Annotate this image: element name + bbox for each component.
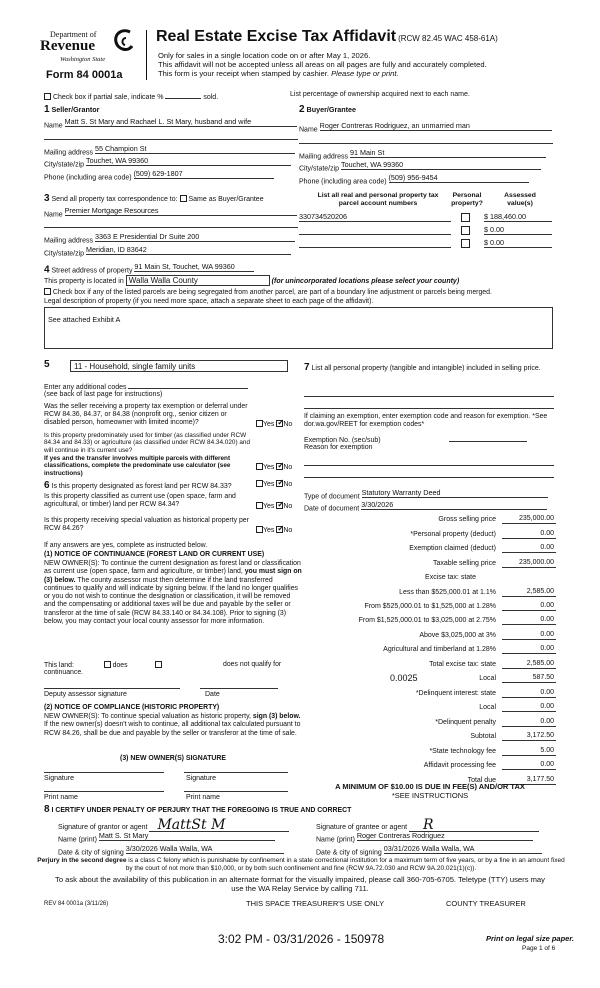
partial-sale-row: [44, 91, 218, 102]
owner-print-label-1: Print name: [44, 794, 78, 801]
seller-name-label: Name: [44, 122, 63, 130]
perjury-notice: [36, 857, 566, 873]
owner-print-label-2: Print name: [186, 794, 220, 801]
buyer-phone-row: [299, 174, 529, 186]
notice1-title: (1) NOTICE OF CONTINUANCE (FOREST LAND OR CURRENT USE): [44, 551, 265, 558]
partial-sale-label: Check box if partial sale, indicate %: [52, 94, 164, 101]
tax-label: *Delinquent interest: state: [415, 690, 496, 697]
tax-label: Less than $525,000.01 at 1.1%: [399, 589, 496, 596]
seller-name-row: [44, 118, 297, 130]
tax-label: Subtotal: [470, 733, 496, 740]
tax-value-field[interactable]: 0.00: [502, 544, 556, 553]
exemption-no-checkbox[interactable]: [276, 420, 283, 427]
perjury-notice-b: is a class C felony which is punishable by confinement in a state correctional institution for a maximum term of five years, or by a fine in an amount fixed by the court of not more than $10,000, or by both such confinement and fine (RCW 9A.72.030 and RCW 9A.20.021(1)(c)).: [125, 857, 565, 872]
timber-yes-no: [256, 463, 292, 472]
buyer-mail-field[interactable]: 91 Main St: [350, 149, 546, 158]
owner-sig-line-2: [184, 772, 288, 773]
seller-city-label: City/state/zip: [44, 161, 85, 169]
minimum-due-note: A MINIMUM OF $10.00 IS DUE IN FEE(S) AND/OR TAX: [335, 782, 525, 791]
notice1-text-b: you must sign on (3) below.: [44, 568, 302, 584]
correspondence-mail-label: Mailing address: [44, 237, 94, 245]
partial-percent-field[interactable]: [165, 91, 201, 99]
correspondence-name-field[interactable]: Premier Mortgage Resources: [65, 207, 297, 216]
grantor-print-label: Name (print): [58, 836, 97, 844]
exemption-yes-checkbox[interactable]: [256, 420, 263, 427]
notice2-text-a: NEW OWNER(S): To continue special valuation as historic property,: [44, 713, 251, 720]
parcel-account-field[interactable]: 330734520206: [299, 213, 451, 222]
owner-print-line-1: [44, 791, 164, 792]
cashier-stamp: 3:02 PM - 03/31/2026 - 150978: [218, 932, 385, 946]
tax-label: Exemption claimed (deduct): [409, 545, 496, 552]
tax-label: Local: [479, 675, 496, 682]
deputy-sig-label: Deputy assessor signature: [44, 691, 127, 698]
segregated-checkbox[interactable]: [44, 288, 51, 295]
exemption-claim-note: If claiming an exemption, enter exemption code and reason for exemption. *See dor.wa.gov/REET for exemption codes*: [304, 413, 548, 428]
tax-label: Excise tax: state: [425, 574, 476, 581]
timber-no-checkbox[interactable]: [276, 463, 283, 470]
grantee-signature-field[interactable]: R: [409, 818, 539, 832]
owner-sig-label-2: Signature: [186, 775, 216, 782]
correspondence-city-label: City/state/zip: [44, 250, 85, 258]
correspondence-section-number: 3: [44, 193, 50, 204]
segregated-label: Check box if any of the listed parcels are being segregated from another parcel, are part of a boundary line adjustment or parcels being merged.: [52, 289, 492, 296]
legal-description-field[interactable]: [44, 307, 553, 349]
no-label: No: [283, 527, 293, 534]
tax-value-field[interactable]: 3,172.50: [502, 732, 556, 741]
grantee-date-label: Date & city of signing: [316, 849, 382, 857]
current-use-yes-no: [256, 502, 292, 511]
doc-date-field[interactable]: 3/30/2026: [361, 501, 547, 510]
owner-sig-label-1: Signature: [44, 775, 74, 782]
no-label: No: [283, 464, 293, 471]
yes-label: Yes: [263, 503, 275, 510]
grantor-date-label: Date & city of signing: [58, 849, 124, 857]
header-line3-a: This form is your receipt when stamped by cashier.: [158, 69, 329, 78]
same-as-buyer-label: Same as Buyer/Grantee: [188, 196, 264, 203]
seller-mail-label: Mailing address: [44, 149, 94, 157]
doc-type-field[interactable]: Statutory Warranty Deed: [362, 489, 548, 498]
parcel-col-header: List all real and personal property tax parcel account numbers: [317, 192, 439, 207]
section8-number: 8: [44, 804, 50, 815]
historic-yes-no: [256, 526, 292, 535]
page-number: Page 1 of 6: [522, 945, 556, 952]
header-divider: [146, 30, 147, 80]
seller-city-field[interactable]: Touchet, WA 99360: [86, 157, 291, 166]
yes-label: Yes: [263, 421, 275, 428]
seller-mail-row: [44, 145, 295, 157]
tax-value-field[interactable]: 0.00: [502, 689, 556, 698]
tax-label: From $525,000.01 to $1,525,000 at 1.28%: [364, 603, 496, 610]
grantor-sig-row: [58, 818, 289, 832]
tax-value-field[interactable]: 0.00: [502, 530, 556, 539]
deputy-date-line: [200, 688, 278, 689]
assessed-value-field[interactable]: $ 188,460.00: [484, 213, 552, 222]
seller-name-field[interactable]: Matt S. St Mary and Rachael L. St Mary, husband and wife: [65, 118, 297, 127]
header-title-row: [156, 28, 498, 46]
form-number: Form 84 0001a: [46, 69, 123, 81]
timber-note: If yes and the transfer involves multiple parcels with different classifications, complete the predominate use calculator (see instructions): [44, 455, 231, 477]
personal-property-checkbox[interactable]: [461, 226, 470, 235]
parcel-row: [299, 226, 557, 238]
notice1-text-a: NEW OWNER(S): To continue the current designation as forest land or classification as current use (open space, farm and agriculture, or timber) land,: [44, 560, 301, 576]
notice1-text: [44, 560, 302, 626]
dor-logo: [40, 28, 132, 70]
street-row: [44, 263, 254, 276]
notice2-text-b: sign (3) below.: [252, 713, 301, 720]
tax-value-field[interactable]: 0.00: [502, 631, 556, 640]
grantor-print-field[interactable]: Matt S. St Mary: [99, 832, 275, 841]
tax-value-field[interactable]: 3,177.50: [502, 776, 556, 785]
doc-type-row: [304, 489, 548, 501]
seller-phone-row: [44, 170, 274, 182]
doc-type-label: Type of document: [304, 493, 360, 501]
tax-value-field[interactable]: 5.00: [502, 747, 556, 756]
seller-section-number: 1: [44, 104, 50, 115]
print-legal-note: Print on legal size paper.: [486, 934, 574, 943]
seller-city-row: [44, 157, 291, 169]
buyer-mail-row: [299, 149, 546, 161]
buyer-heading: [299, 104, 356, 116]
assessed-value-field[interactable]: $ 0.00: [484, 226, 552, 235]
tax-label: Above $3,025,000 at 3%: [419, 632, 496, 639]
tax-value-field[interactable]: 0.00: [502, 703, 556, 712]
current-use-no-checkbox[interactable]: [276, 502, 283, 509]
current-use-yes-checkbox[interactable]: [256, 502, 263, 509]
does-label: does: [112, 662, 128, 669]
county-row: [44, 275, 459, 286]
personal-property-line-1: [304, 396, 554, 397]
tax-value-field[interactable]: 2,585.00: [502, 660, 556, 669]
use-code-select[interactable]: 11 - Household, single family units: [70, 360, 288, 372]
seller-name-line2: [44, 139, 298, 140]
personal-property-checkbox[interactable]: [461, 213, 470, 222]
dept-state: Washington State: [60, 56, 106, 63]
assessed-value-field[interactable]: $ 0.00: [484, 239, 552, 248]
buyer-section-number: 2: [299, 104, 305, 115]
tax-label: Taxable selling price: [432, 560, 496, 567]
grantor-signature-field[interactable]: MattSt M: [149, 818, 289, 832]
parcel-row: [299, 239, 557, 251]
tax-value-field[interactable]: 2,585.00: [502, 588, 556, 597]
legal-description-text: See attached Exhibit A: [48, 315, 121, 324]
section7-number: 7: [304, 362, 310, 373]
street-field[interactable]: 91 Main St, Touchet, WA 99360: [134, 263, 254, 272]
historic-yes-checkbox[interactable]: [256, 526, 263, 533]
located-label: This property is located in: [44, 278, 124, 285]
buyer-name-field[interactable]: Roger Contreras Rodriguez, an unmarried man: [320, 122, 552, 131]
treasurer-use: THIS SPACE TREASURER'S USE ONLY: [246, 899, 385, 908]
header-line3-b: Please type or print.: [331, 69, 399, 78]
form-title: Real Estate Excise Tax Affidavit: [156, 28, 397, 45]
yes-label: Yes: [263, 464, 275, 471]
correspondence-name-row: [44, 207, 297, 219]
correspondence-name-label: Name: [44, 211, 63, 219]
grantee-print-field[interactable]: Roger Contreras Rodriguez: [357, 832, 533, 841]
grantee-sig-label: Signature of grantee or agent: [316, 824, 408, 831]
same-as-buyer-checkbox[interactable]: [180, 195, 187, 202]
correspondence-name-line2: [44, 227, 298, 228]
current-use-question: Is this property classified as current use (open space, farm and agricultural, or timber) land per RCW 84.34?: [44, 493, 236, 508]
segregated-row: [44, 288, 492, 297]
grantor-print-row: [58, 832, 275, 844]
section7-label: List all personal property (tangible and intangible) included in selling price.: [311, 365, 541, 372]
notice1-text-c: The county assessor must then determine if the land transferred continues to qualify and will indicate by signing below. If the land no longer qualifies or you do not wish to continue the designation or classification, it will be removed and the compensating or additional taxes will be due and payable by the seller or transferor at the time of sale (RCW 84.33.140 or 84.34.108). Prior to signing (3) below, you may contact your local county assessor for more information.: [44, 576, 298, 625]
partial-sale-checkbox[interactable]: [44, 93, 51, 100]
notice2-text-c: If the new owner(s) doesn't wish to continue, all additional tax calculated pursuant to RCW 84.26, shall be due and payable by the seller or transferor at the time of sale.: [44, 721, 301, 737]
tax-label: *Personal property (deduct): [410, 531, 496, 538]
correspondence-label: Send all property tax correspondence to:: [51, 196, 178, 203]
notice2-title: (2) NOTICE OF COMPLIANCE (HISTORIC PROPERTY): [44, 704, 220, 711]
dept-line1: Department of: [50, 30, 97, 39]
tax-label: Total excise tax: state: [429, 661, 496, 668]
county-select[interactable]: Walla Walla County: [126, 275, 270, 286]
exemption-question: Was the seller receiving a property tax exemption or deferral under RCW 84.36, 84.37, or 84.38 (nonprofit org., senior citizen or disabled person, homeowner with limited income)?: [44, 403, 248, 426]
personal-property-line-2: [304, 408, 554, 409]
dor-swirl-icon: [112, 28, 134, 54]
county-treasurer: COUNTY TREASURER: [446, 899, 526, 908]
seller-mail-field[interactable]: 55 Champion St: [95, 145, 295, 154]
unincorporated-note: (for unincorporated locations please select your county): [271, 278, 460, 285]
tax-label: *Delinquent penalty: [435, 719, 496, 726]
exemption-no-field[interactable]: [449, 434, 527, 442]
tax-label: Total due: [467, 777, 496, 784]
partial-sold-label: sold.: [203, 94, 219, 101]
forest-no-checkbox[interactable]: [276, 480, 283, 487]
deputy-date-label: Date: [205, 691, 220, 698]
tax-value-field[interactable]: 587.50: [502, 674, 556, 683]
ownership-note: List percentage of ownership acquired next to each name.: [290, 91, 470, 98]
header-line2: This affidavit will not be accepted unless all areas on all pages are fully and accurately completed.: [158, 60, 487, 69]
seller-phone-field[interactable]: (509) 629-1807: [134, 170, 274, 179]
timber-question: Is this property predominately used for timber (as classified under RCW 84.34 and 84.33) or agriculture (as classified under RCW 84.34.020) and will continue in it's current use?: [44, 432, 251, 454]
section7-row: [304, 361, 556, 374]
form-rcw: (RCW 82.45 WAC 458-61A): [398, 34, 498, 43]
assessed-col-header: Assessed value(s): [504, 192, 536, 207]
section6-number: 6: [44, 480, 50, 491]
tax-label: Affidavit processing fee: [423, 762, 496, 769]
personal-col-header: Personal property?: [451, 192, 483, 207]
see-back-note: (see back of last page for instructions): [44, 391, 163, 398]
grantee-sig-row: [316, 818, 539, 832]
if-any-note: If any answers are yes, complete as instructed below.: [44, 542, 208, 549]
exemption-reason-line-2: [304, 477, 554, 478]
additional-codes-field[interactable]: [128, 381, 248, 389]
no-label: No: [283, 503, 293, 510]
tax-label: Local: [479, 704, 496, 711]
buyer-title: Buyer/Grantee: [306, 105, 357, 114]
no-label: No: [283, 421, 293, 428]
tax-value-field[interactable]: 0.00: [502, 718, 556, 727]
tax-label: *State technology fee: [429, 748, 496, 755]
seller-title: Seller/Grantor: [51, 105, 100, 114]
this-land-label: This land:: [44, 662, 74, 669]
forest-question: Is this property designated as forest land per RCW 84.33?: [51, 483, 232, 490]
tax-label: Agricultural and timberland at 1.28%: [383, 646, 496, 653]
tax-value-field[interactable]: 0.00: [502, 616, 556, 625]
timber-yes-checkbox[interactable]: [256, 463, 263, 470]
correspondence-mail-field[interactable]: 3363 E Presidential Dr Suite 200: [95, 233, 295, 242]
owner-sig-line-1: [44, 772, 164, 773]
personal-property-checkbox[interactable]: [461, 239, 470, 248]
rev-number: REV 84 0001a (3/11/26): [44, 901, 109, 907]
grantor-date-field[interactable]: 3/30/2026 Walla Walla, WA: [126, 845, 284, 854]
correspondence-heading: [44, 193, 264, 205]
tax-label: From $1,525,000.01 to $3,025,000 at 2.75%: [358, 617, 496, 624]
buyer-phone-label: Phone (including area code): [299, 178, 387, 186]
historic-no-checkbox[interactable]: [276, 526, 283, 533]
historic-question: Is this property receiving special valuation as historical property per RCW 84.26?: [44, 517, 249, 532]
buyer-name-label: Name: [299, 126, 318, 134]
buyer-name-line2: [299, 143, 553, 144]
header-line1: Only for sales in a single location code on or after May 1, 2026.: [158, 51, 371, 60]
additional-codes-label: Enter any additional codes: [44, 384, 127, 391]
yes-label: Yes: [263, 527, 275, 534]
tax-label: Gross selling price: [438, 516, 496, 523]
doc-date-label: Date of document: [304, 505, 360, 513]
see-instructions: *SEE INSTRUCTIONS: [391, 791, 469, 800]
dept-line2: Revenue: [40, 38, 95, 54]
grantor-date-row: [58, 845, 284, 857]
does-not-label: does not qualify for continuance.: [44, 661, 282, 676]
correspondence-city-row: [44, 246, 291, 258]
exemption-reason-label: Reason for exemption: [304, 444, 373, 451]
exemption-reason-line-1: [304, 465, 554, 466]
buyer-city-label: City/state/zip: [299, 165, 340, 173]
notice3-title: (3) NEW OWNER(S) SIGNATURE: [120, 755, 226, 762]
certify-text: I CERTIFY UNDER PENALTY OF PERJURY THAT THE FOREGOING IS TRUE AND CORRECT: [51, 807, 352, 814]
notice2-text: [44, 713, 302, 738]
buyer-city-row: [299, 161, 541, 173]
buyer-name-row: [299, 122, 552, 134]
exemption-yes-no: [256, 420, 292, 429]
no-label: No: [283, 481, 293, 488]
street-label: Street address of property: [51, 267, 133, 275]
grantee-date-row: [316, 845, 542, 857]
parcel-row: [299, 213, 557, 225]
parcel-account-field[interactable]: [299, 239, 451, 248]
buyer-phone-field[interactable]: (509) 956-9454: [389, 174, 529, 183]
grantee-print-row: [316, 832, 533, 844]
tax-value-field[interactable]: 0.00: [502, 645, 556, 654]
legal-label: Legal description of property (if you need more space, attach a separate sheet to each page of the affidavit).: [44, 298, 374, 305]
parcel-account-field[interactable]: [299, 226, 451, 235]
header-line3: [158, 70, 399, 79]
seller-heading: [44, 104, 99, 116]
section5-number: 5: [44, 359, 50, 370]
section4-number: 4: [44, 264, 50, 276]
deputy-sig-line: [44, 688, 180, 689]
forest-question-row: [44, 480, 232, 492]
grantee-date-field[interactable]: 03/31/2026 Walla Walla, WA: [384, 845, 542, 854]
forest-yes-checkbox[interactable]: [256, 480, 263, 487]
tax-value-field[interactable]: 0.00: [502, 602, 556, 611]
perjury-notice-a: Perjury in the second degree: [37, 857, 127, 864]
local-rate: 0.0025: [390, 673, 418, 683]
seller-phone-label: Phone (including area code): [44, 174, 132, 182]
owner-print-line-2: [184, 791, 288, 792]
grantor-sig-label: Signature of grantor or agent: [58, 824, 148, 831]
certify-row: [44, 804, 351, 816]
tax-value-field[interactable]: 235,000.00: [502, 559, 556, 568]
yes-label: Yes: [263, 481, 275, 488]
exemption-no-label: Exemption No. (sec/sub): [304, 437, 381, 444]
correspondence-city-field[interactable]: Meridian, ID 83642: [86, 246, 291, 255]
correspondence-mail-row: [44, 233, 295, 245]
tax-value-field[interactable]: 0.00: [502, 761, 556, 770]
tax-value-field[interactable]: 235,000.00: [502, 515, 556, 524]
buyer-city-field[interactable]: Touchet, WA 99360: [341, 161, 541, 170]
accessibility-note: To ask about the availability of this publication in an alternate format for the visually impaired, please call 360-705-6705. Teletype (TTY) users may use the WA Relay Service by calling 711.: [55, 875, 545, 893]
buyer-mail-label: Mailing address: [299, 153, 349, 161]
doc-date-row: [304, 501, 547, 513]
forest-yes-no: [256, 480, 292, 489]
grantee-print-label: Name (print): [316, 836, 355, 844]
